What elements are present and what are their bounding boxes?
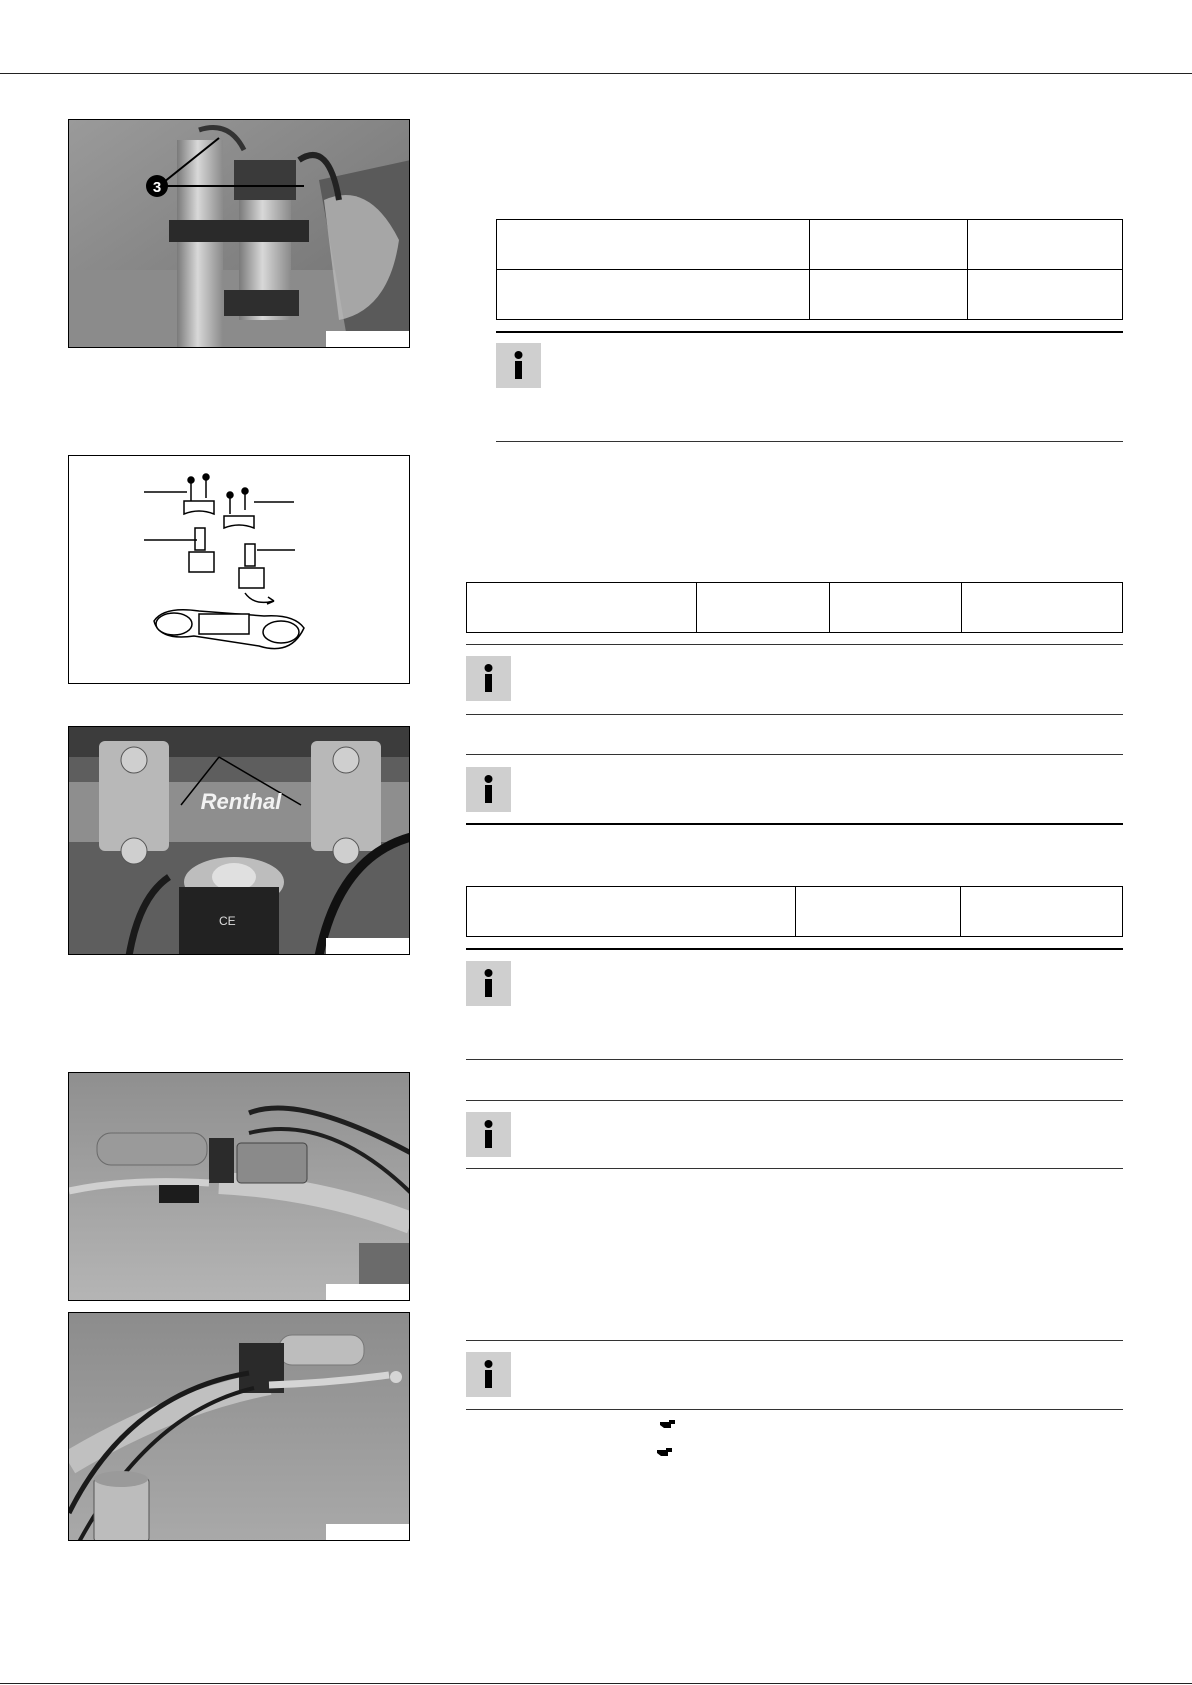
- info-icon: [466, 1352, 511, 1397]
- note-rule-bottom: [466, 1409, 1123, 1410]
- figure-number-box: [326, 1524, 409, 1540]
- right-grip-photo: [68, 1312, 410, 1541]
- note-rule-top: [466, 754, 1123, 755]
- svg-text:3: 3: [152, 179, 162, 196]
- note-rule-bottom: [466, 823, 1123, 825]
- note-rule-top: [466, 1340, 1123, 1341]
- info-icon: [466, 1112, 511, 1157]
- svg-text:Renthal: Renthal: [200, 789, 282, 814]
- note-rule-bottom: [496, 441, 1123, 442]
- note-rule-top: [466, 948, 1123, 950]
- note-rule-top: [466, 644, 1123, 645]
- figure-number-box: [326, 938, 409, 954]
- note-rule-bottom: [466, 714, 1123, 715]
- note-rule-top: [466, 1100, 1123, 1101]
- note-rule-top: [496, 331, 1123, 333]
- figure-number-box: [326, 331, 409, 347]
- pointing-hand-icon[interactable]: [657, 1446, 673, 1461]
- spec-table-2: [466, 582, 1123, 633]
- figure-number-box: [326, 1284, 409, 1300]
- spec-table-3: [466, 886, 1123, 937]
- svg-text:CE: CE: [219, 914, 236, 928]
- spec-table-1: [496, 219, 1123, 320]
- info-icon: [466, 767, 511, 812]
- fork-top-photo: [68, 119, 410, 348]
- note-rule-bottom: [466, 1059, 1123, 1060]
- info-icon: [466, 656, 511, 701]
- footer-rule: [0, 1683, 1192, 1684]
- header-rule: [0, 73, 1192, 74]
- info-icon: [466, 961, 511, 1006]
- pointing-hand-icon[interactable]: [660, 1418, 676, 1433]
- left-grip-photo: [68, 1072, 410, 1301]
- info-icon: [496, 343, 541, 388]
- note-rule-bottom: [466, 1168, 1123, 1169]
- handlebar-clamp-photo: [68, 726, 410, 955]
- clamp-exploded-diagram: [68, 455, 410, 684]
